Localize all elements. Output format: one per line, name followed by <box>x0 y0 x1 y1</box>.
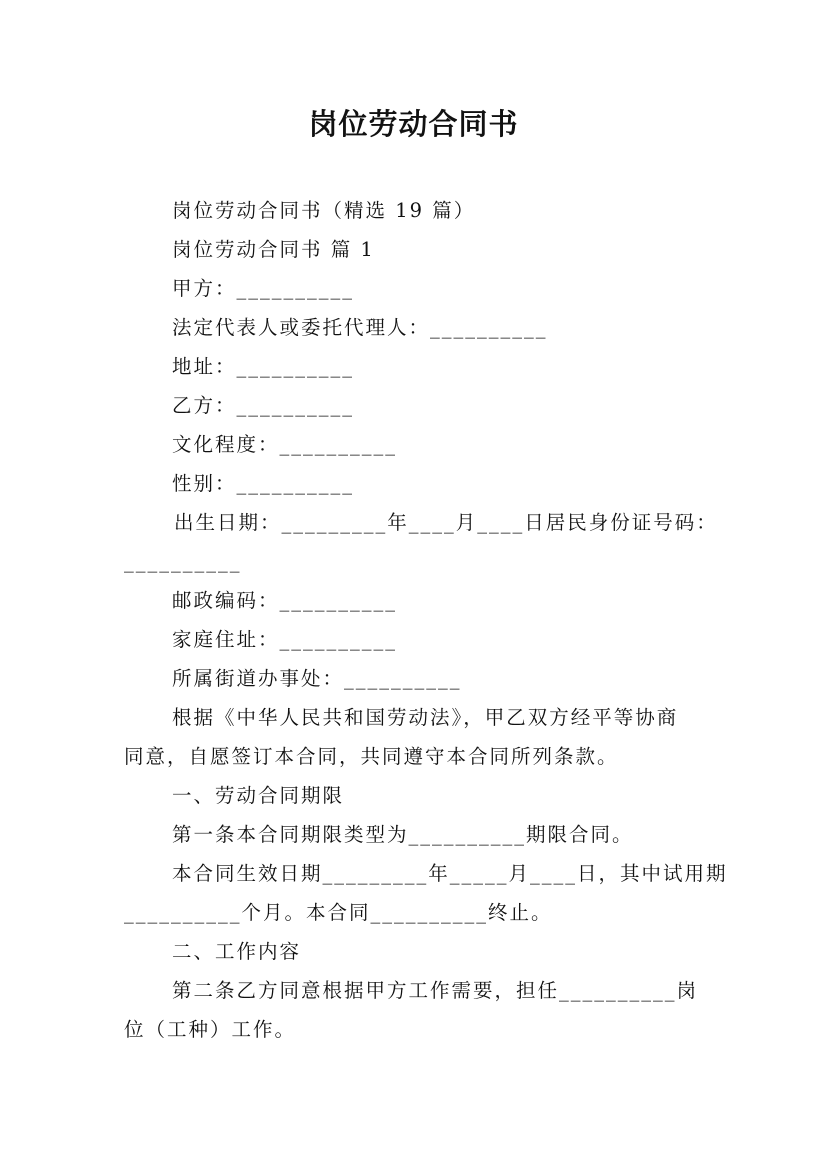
line-preamble-2: 同意，自愿签订本合同，共同遵守本合同所列条款。 <box>124 745 619 768</box>
line-postal-code: 邮政编码：__________ <box>172 589 398 612</box>
line-probation: __________个月。本合同__________终止。 <box>124 901 553 924</box>
line-home-address: 家庭住址：__________ <box>172 628 398 651</box>
line-subtitle: 岗位劳动合同书（精选 19 篇） <box>172 199 476 222</box>
line-address: 地址：__________ <box>172 355 355 378</box>
document-title: 岗位劳动合同书 <box>308 107 519 141</box>
line-article-2-cont: 位（工种）工作。 <box>124 1018 297 1041</box>
line-birth-date: 出生日期：_________年____月____日居民身份证号码： <box>174 511 718 534</box>
line-legal-rep: 法定代表人或委托代理人：__________ <box>172 316 548 339</box>
line-preamble-1: 根据《中华人民共和国劳动法》，甲乙双方经平等协商 <box>172 706 679 729</box>
line-article-1: 第一条本合同期限类型为__________期限合同。 <box>172 823 634 846</box>
line-street-office: 所属街道办事处：__________ <box>172 667 462 690</box>
section-heading-term: 一、劳动合同期限 <box>172 784 345 807</box>
line-chapter: 岗位劳动合同书 篇 1 <box>172 238 375 261</box>
line-id-number: __________ <box>124 550 242 573</box>
line-education: 文化程度：__________ <box>172 433 398 456</box>
line-effective-date: 本合同生效日期_________年_____月____日，其中试用期 <box>172 862 728 885</box>
line-party-b: 乙方：__________ <box>172 394 355 417</box>
line-party-a: 甲方：__________ <box>172 277 355 300</box>
section-heading-work: 二、工作内容 <box>172 940 302 963</box>
line-article-2: 第二条乙方同意根据甲方工作需要，担任__________岗 <box>172 979 699 1002</box>
line-gender: 性别：__________ <box>172 472 355 495</box>
